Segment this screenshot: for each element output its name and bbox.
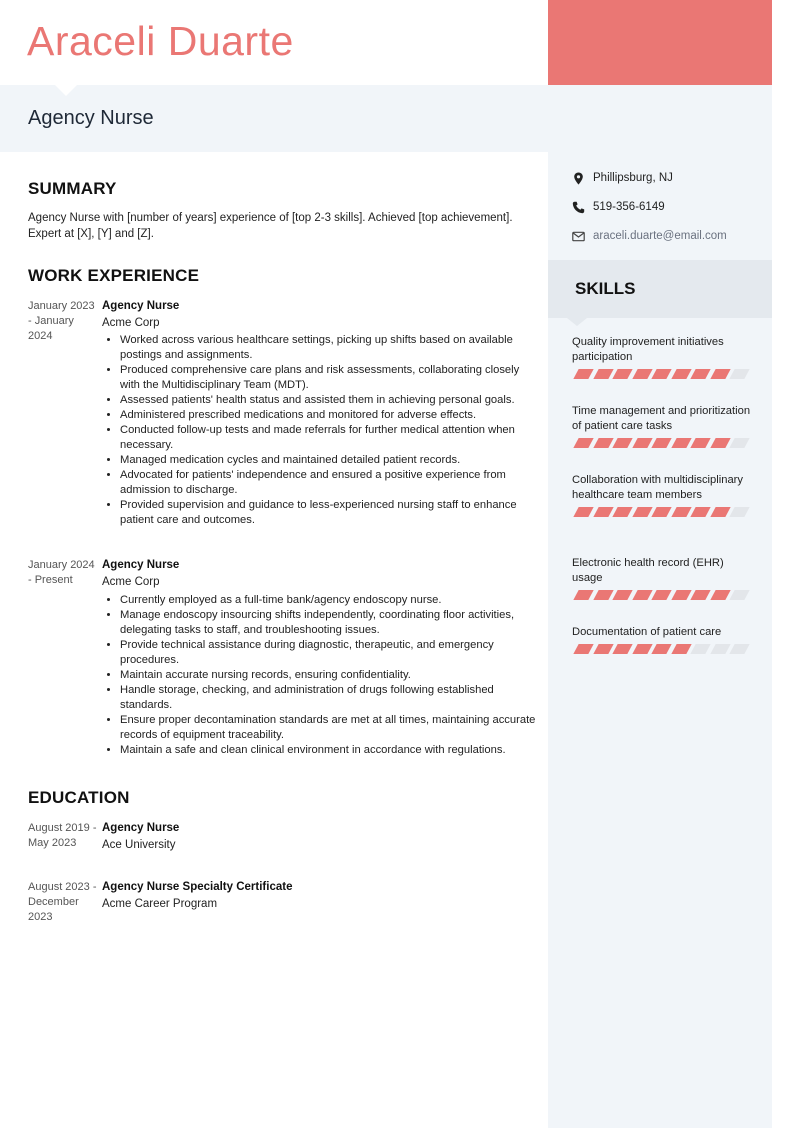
job-date: January 2023 - January 2024 bbox=[28, 300, 95, 342]
skill-label: Quality improvement initiatives participation bbox=[572, 336, 724, 363]
job-company: Acme Corp bbox=[102, 317, 160, 329]
skill-rating-segment bbox=[632, 590, 652, 600]
contact-email[interactable] bbox=[572, 228, 727, 244]
skill-rating-segment bbox=[690, 507, 710, 517]
skill-rating-segment bbox=[729, 438, 749, 448]
skill-rating-segment bbox=[671, 438, 691, 448]
skill-rating-segment bbox=[710, 438, 730, 448]
skill-rating-segment bbox=[573, 507, 593, 517]
skill-rating-segment bbox=[690, 590, 710, 600]
skill-rating-segment bbox=[593, 438, 613, 448]
location-text: Phillipsburg, NJ bbox=[593, 172, 673, 184]
skill-rating-segment bbox=[612, 369, 632, 379]
list-item: • Advocated for patients' independence and ensured a positive experience from admission to discharge. bbox=[120, 468, 540, 498]
skill-rating-bar bbox=[572, 369, 752, 379]
skill-rating-segment bbox=[729, 507, 749, 517]
skill-item bbox=[572, 625, 752, 654]
list-item: • Produced comprehensive care plans and risk assessments, collaborating closely with the Multidisciplinary Team (MDT). bbox=[120, 363, 540, 393]
skill-rating-segment bbox=[632, 507, 652, 517]
skill-rating-segment bbox=[729, 369, 749, 379]
skill-rating-segment bbox=[632, 369, 652, 379]
skill-label: Electronic health record (EHR) usage bbox=[572, 557, 724, 584]
skill-rating-segment bbox=[651, 438, 671, 448]
job-company: Acme Corp bbox=[102, 576, 160, 588]
skill-rating-segment bbox=[671, 590, 691, 600]
skill-rating-segment bbox=[593, 590, 613, 600]
contact-phone bbox=[572, 199, 665, 215]
list-item: • Maintain accurate nursing records, ensuring confidentiality. bbox=[120, 668, 540, 683]
education-date: August 2023 - December 2023 bbox=[28, 881, 97, 923]
list-item: • Provided supervision and guidance to less-experienced nursing staff to enhance patient care and outcomes. bbox=[120, 498, 540, 528]
skill-item bbox=[572, 473, 752, 517]
phone-icon bbox=[572, 201, 585, 214]
list-item: • Conducted follow-up tests and made referrals for further medical attention when necessary. bbox=[120, 423, 540, 453]
skill-rating-segment bbox=[573, 369, 593, 379]
skill-rating-segment bbox=[729, 590, 749, 600]
job-bullets bbox=[102, 333, 540, 528]
skill-rating-segment bbox=[710, 590, 730, 600]
list-item: • Provide technical assistance during diagnostic, therapeutic, and emergency procedures. bbox=[120, 638, 540, 668]
job-role: Agency Nurse bbox=[102, 300, 180, 312]
skill-rating-segment bbox=[612, 590, 632, 600]
education-school: Acme Career Program bbox=[102, 898, 218, 910]
skill-rating-segment bbox=[710, 644, 730, 654]
skill-rating-bar bbox=[572, 644, 752, 654]
education-heading: EDUCATION bbox=[28, 788, 130, 807]
skill-item bbox=[572, 335, 752, 379]
job-role: Agency Nurse bbox=[102, 559, 180, 571]
skill-rating-segment bbox=[612, 438, 632, 448]
summary-text: Agency Nurse with [number of years] experience of [top 2-3 skills]. Achieved [top achievement]. Expert at [X], [Y] and [Z]. bbox=[28, 212, 513, 240]
skill-rating-bar bbox=[572, 590, 752, 600]
skill-label: Time management and prioritization of patient care tasks bbox=[572, 405, 751, 432]
skill-rating-segment bbox=[690, 644, 710, 654]
list-item: • Administered prescribed medications and monitored for adverse effects. bbox=[120, 408, 540, 423]
skill-rating-segment bbox=[632, 644, 652, 654]
skill-rating-segment bbox=[710, 369, 730, 379]
sidebar-accent-block bbox=[548, 0, 772, 85]
skill-rating-segment bbox=[593, 507, 613, 517]
skill-item bbox=[572, 556, 752, 600]
list-item: • Worked across various healthcare settings, picking up shifts based on available postings and assignments. bbox=[120, 333, 540, 363]
skill-rating-segment bbox=[651, 644, 671, 654]
education-date: August 2019 - May 2023 bbox=[28, 822, 97, 849]
skill-rating-segment bbox=[671, 507, 691, 517]
skill-item bbox=[572, 404, 752, 448]
skill-rating-segment bbox=[612, 507, 632, 517]
job-bullets bbox=[102, 593, 540, 758]
skill-label: Documentation of patient care bbox=[572, 626, 722, 638]
experience-heading: WORK EXPERIENCE bbox=[28, 266, 200, 285]
education-degree: Agency Nurse Specialty Certificate bbox=[102, 881, 293, 893]
skill-label: Collaboration with multidisciplinary healthcare team members bbox=[572, 474, 743, 501]
skill-rating-segment bbox=[651, 507, 671, 517]
skill-rating-segment bbox=[690, 438, 710, 448]
list-item: • Currently employed as a full-time bank/agency endoscopy nurse. bbox=[120, 593, 540, 608]
list-item: • Assessed patients' health status and assisted them in achieving personal goals. bbox=[120, 393, 540, 408]
skill-rating-segment bbox=[651, 369, 671, 379]
job-date: January 2024 - Present bbox=[28, 559, 95, 586]
skill-rating-bar bbox=[572, 507, 752, 517]
map-pin-icon bbox=[572, 172, 585, 185]
skill-rating-segment bbox=[671, 644, 691, 654]
skills-heading: SKILLS bbox=[575, 279, 636, 298]
skill-rating-segment bbox=[593, 644, 613, 654]
email-link[interactable]: araceli.duarte@email.com bbox=[593, 230, 727, 242]
list-item: • Ensure proper decontamination standards are met at all times, maintaining accurate records of equipment traceability. bbox=[120, 713, 540, 743]
skill-rating-segment bbox=[710, 507, 730, 517]
skill-rating-segment bbox=[593, 369, 613, 379]
skill-rating-segment bbox=[671, 369, 691, 379]
list-item: • Maintain a safe and clean clinical environment in accordance with regulations. bbox=[120, 743, 540, 758]
education-degree: Agency Nurse bbox=[102, 822, 180, 834]
skill-rating-segment bbox=[573, 590, 593, 600]
skill-rating-bar bbox=[572, 438, 752, 448]
skill-rating-segment bbox=[632, 438, 652, 448]
skill-rating-segment bbox=[573, 644, 593, 654]
skill-rating-segment bbox=[690, 369, 710, 379]
skill-rating-segment bbox=[573, 438, 593, 448]
summary-heading: SUMMARY bbox=[28, 179, 117, 198]
job-title: Agency Nurse bbox=[28, 107, 154, 129]
skill-rating-segment bbox=[729, 644, 749, 654]
list-item: • Managed medication cycles and maintained detailed patient records. bbox=[120, 453, 540, 468]
envelope-icon bbox=[572, 230, 585, 243]
candidate-name: Araceli Duarte bbox=[27, 18, 294, 64]
list-item: • Handle storage, checking, and administration of drugs following established standards. bbox=[120, 683, 540, 713]
contact-location bbox=[572, 170, 673, 186]
skill-rating-segment bbox=[612, 644, 632, 654]
education-school: Ace University bbox=[102, 839, 176, 851]
phone-text: 519-356-6149 bbox=[593, 201, 665, 213]
list-item: • Manage endoscopy insourcing shifts independently, coordinating floor activities, delegating tasks to staff, and troubleshooting issues. bbox=[120, 608, 540, 638]
skill-rating-segment bbox=[651, 590, 671, 600]
